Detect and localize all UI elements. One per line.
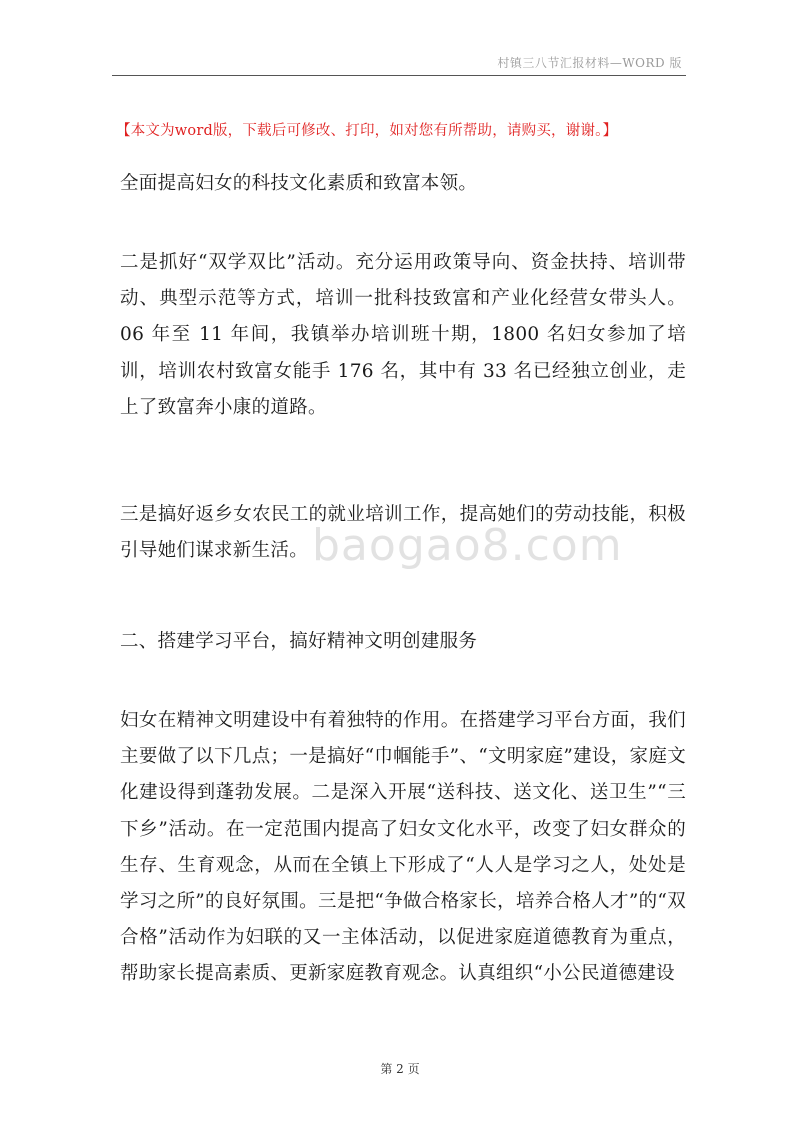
paragraph-3: 三是搞好返乡女农民工的就业培训工作，提高她们的劳动技能，积极引导她们谋求新生活。 [120, 504, 686, 562]
paragraph-2: 二是抓好“双学双比”活动。充分运用政策导向、资金扶持、培训带动、典型示范等方式，培训一批科技致富和产业化经营女带头人。06 年至 11 年间，我镇举办培训班十期，1800 名妇女参加了培训，培训农村致富女能手 176 名，其中有 33 名已经独立创业，走上了致富奔小康的道路。 [120, 252, 686, 418]
paragraph-1: 全面提高妇女的科技文化素质和致富本领。 [120, 173, 478, 194]
page-number: 第 2 页 [380, 1062, 420, 1076]
header-divider [112, 75, 686, 76]
purchase-notice: 【本文为word版，下载后可修改、打印，如对您有所帮助，请购买，谢谢。】 [116, 123, 618, 139]
running-header: 村镇三八节汇报材料—WORD 版 [497, 56, 682, 70]
paragraph-4: 妇女在精神文明建设中有着独特的作用。在搭建学习平台方面，我们主要做了以下几点；一是搞好“巾帼能手”、“文明家庭”建设，家庭文化建设得到蓬勃发展。二是深入开展“送科技、送文化、送卫生”“三下乡”活动。在一定范围内提高了妇女文化水平，改变了妇女群众的生存、生育观念，从而在全镇上下形成了“人人是学习之人，处处是学习之所”的良好氛围。三是把“争做合格家长，培养合格人才”的“双合格”活动作为妇联的又一主体活动，以促进家庭道德教育为重点，帮助家长提高素质、更新家庭教育观念。认真组织“小公民道德建设 [120, 710, 686, 985]
watermark: baogao8.com [312, 520, 623, 571]
section-heading: 二、搭建学习平台，搞好精神文明创建服务 [120, 631, 478, 652]
